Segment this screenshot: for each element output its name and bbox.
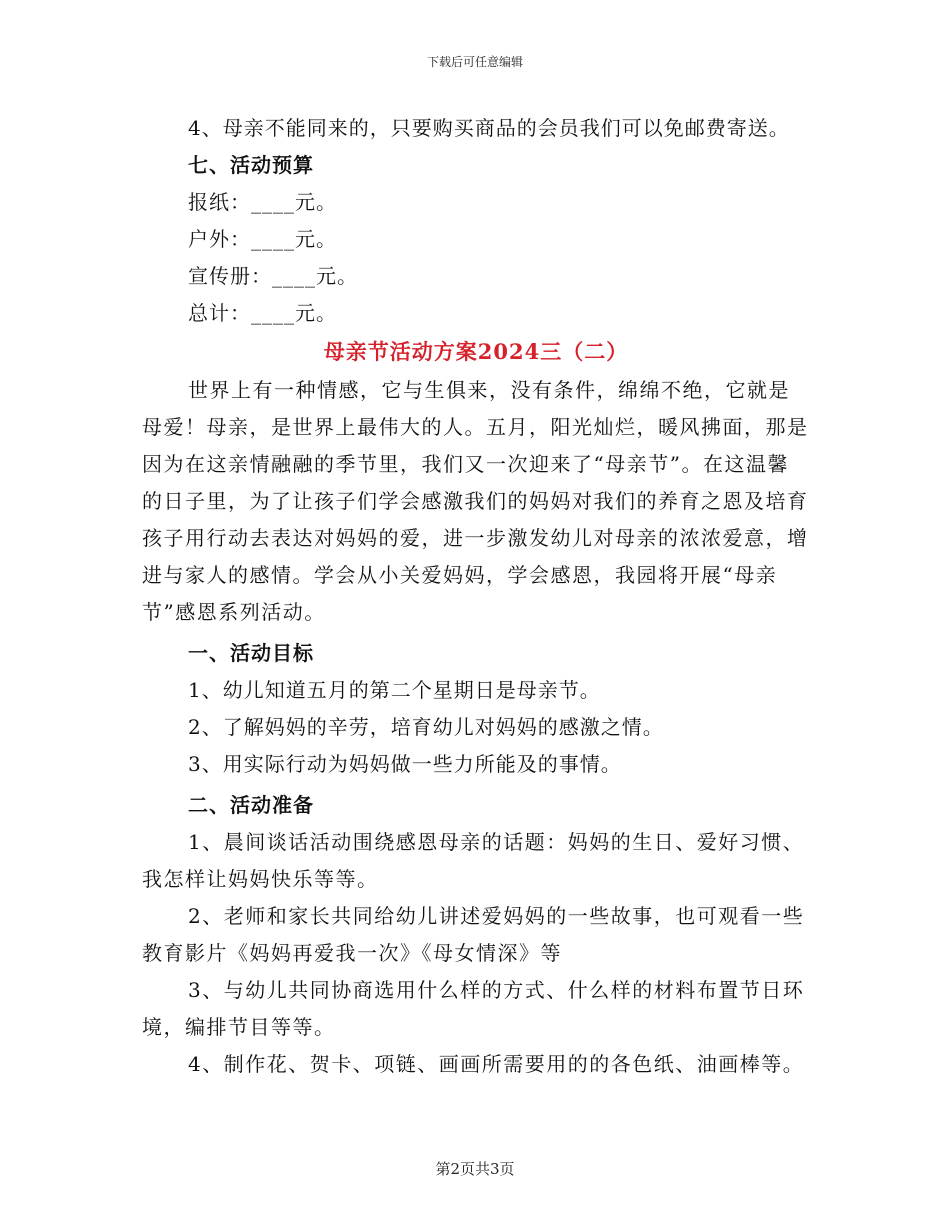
section-heading-goals: 一、活动目标	[188, 641, 314, 665]
prep-item: 4、制作花、贺卡、项链、画画所需要用的的各色纸、油画棒等。	[188, 1052, 805, 1076]
goal-item: 1、幼儿知道五月的第二个星期日是母亲节。	[188, 678, 601, 702]
prep-item: 1、晨间谈话活动围绕感恩母亲的话题：妈妈的生日、爱好习惯、我怎样让妈妈快乐等等。	[142, 830, 805, 891]
list-item: 4、母亲不能同来的，只要购买商品的会员我们可以免邮费寄送。	[188, 116, 790, 140]
budget-item-brochure: 宣传册：____元。	[188, 264, 358, 288]
prep-item: 2、老师和家长共同给幼儿讲述爱妈妈的一些故事，也可观看一些教育影片《妈妈再爱我一次》《母女情深》等	[142, 904, 805, 965]
page-header: 下载后可任意编辑	[426, 55, 523, 69]
page-footer: 第2页共3页	[435, 1160, 515, 1178]
intro-paragraph: 世界上有一种情感，它与生俱来，没有条件，绵绵不绝，它就是母爱！母亲，是世界上最伟大的人。五月，阳光灿烂，暖风拂面，那是因为在这亲情融融的季节里，我们又一次迎来了“母亲节”。在这温馨的日子里，为了让孩子们学会感激我们的妈妈对我们的养育之恩及培育孩子用行动去表达对妈妈的爱，进一步激发幼儿对母亲的浓浓爱意，增进与家人的感情。学会从小关爱妈妈，学会感恩，我园将开展“母亲节”感恩系列活动。	[142, 378, 809, 624]
budget-item-outdoor: 户外：____元。	[188, 227, 337, 251]
section-title: 母亲节活动方案2024三（二）	[323, 339, 629, 364]
goal-item: 3、用实际行动为妈妈做一些力所能及的事情。	[188, 752, 622, 776]
budget-item-newspaper: 报纸：____元。	[188, 190, 337, 214]
section-heading-budget: 七、活动预算	[188, 153, 314, 177]
goal-item: 2、了解妈妈的辛劳，培育幼儿对妈妈的感激之情。	[188, 715, 664, 739]
budget-item-total: 总计：____元。	[188, 301, 337, 325]
section-heading-prep: 二、活动准备	[188, 793, 314, 817]
prep-item: 3、与幼儿共同协商选用什么样的方式、什么样的材料布置节日环境，编排节目等等。	[142, 978, 805, 1039]
document-body	[142, 110, 810, 1083]
